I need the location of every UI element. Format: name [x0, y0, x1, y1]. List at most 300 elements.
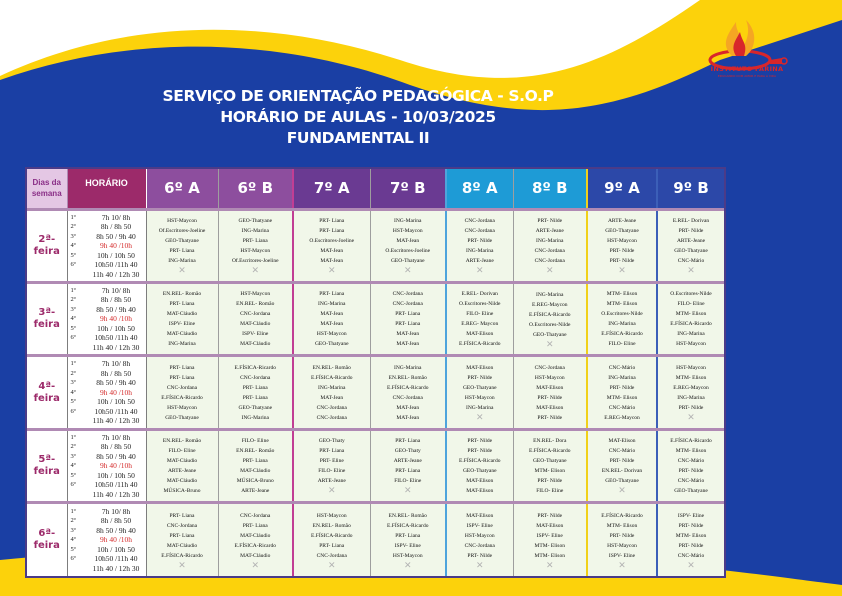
lesson-entry: HST-Maycon	[316, 331, 347, 338]
lesson-entry: E.FÍSICA-Ricardo	[311, 532, 353, 539]
empty-slot-icon: ✕	[178, 265, 186, 276]
empty-slot-icon: ✕	[327, 559, 336, 570]
time-header: HORÁRIO	[67, 169, 146, 209]
lesson-entry: O.Escritores-Joeline	[385, 248, 431, 255]
lesson-entry: EN.REL- Dora	[533, 437, 567, 444]
lesson-entry: PRT- Nilde	[678, 405, 704, 412]
time-slots	[67, 209, 146, 282]
lesson-entry: GEO-Thatyane	[674, 487, 708, 494]
lesson-entry: ARTE-Jeane	[465, 258, 494, 265]
period-ordinal: 2º	[70, 223, 76, 231]
lesson-entry: MAT-Elison	[466, 477, 494, 484]
lesson-cell	[657, 356, 724, 429]
lesson-entry: GEO-Thatyane	[165, 238, 199, 245]
period-time: 10h / 10h 50	[97, 397, 135, 407]
lesson-cell	[293, 356, 370, 429]
lesson-entry: HST-Maycon	[392, 552, 423, 559]
lesson-entry: MAT-Elison	[536, 522, 564, 529]
lesson-entry: MTM- Elison	[675, 375, 707, 382]
lesson-entry: CNC-Mário	[608, 448, 636, 455]
period-time: 10h50 /11h 40	[94, 480, 138, 490]
lesson-cell	[218, 429, 293, 502]
lesson-cell	[146, 356, 218, 429]
lesson-entry: GEO-Thatyane	[314, 341, 349, 348]
lesson-entry: CNC-Jordana	[166, 522, 198, 529]
lesson-entry: PRT- Liana	[242, 384, 268, 391]
class-header-8b: 8º B	[513, 169, 587, 209]
lesson-cell	[513, 503, 587, 576]
day-label: 5ª- feira	[27, 429, 67, 502]
period-time: 10h50 /11h 40	[94, 406, 138, 416]
period-time: 10h / 10h 50	[97, 250, 135, 260]
lesson-entry: MAT-Elison	[466, 487, 494, 494]
lesson-cell	[513, 429, 587, 502]
lesson-entry: ARTE-Jeane	[241, 487, 270, 494]
lesson-entry: ARTE-Jeane	[535, 228, 564, 235]
lesson-entry: O.Escritores-Nilde	[459, 301, 501, 308]
lesson-entry: MTM- Elison	[675, 447, 707, 454]
lesson-entry: MÚSICA-Bruno	[163, 487, 201, 494]
lesson-entry: MTM- Elison	[675, 532, 707, 539]
lesson-entry: ISPV- Eline	[394, 542, 421, 549]
lesson-cell	[370, 356, 446, 429]
day-row	[27, 209, 724, 282]
lesson-cell	[146, 429, 218, 502]
day-row	[27, 503, 724, 576]
lesson-entry: MTM- Elison	[675, 311, 707, 318]
lesson-entry: E.FÍSICA-Ricardo	[670, 437, 712, 444]
lesson-entry: PRT- Liana	[169, 248, 195, 255]
lesson-entry: MAT-Cláudio	[240, 532, 271, 539]
lesson-entry: PRT- Nilde	[678, 228, 704, 235]
empty-slot-icon: ✕	[178, 559, 186, 570]
period-time: 7h 10/ 8h	[101, 432, 131, 442]
lesson-cell	[657, 429, 724, 502]
period-time: 10h / 10h 50	[97, 470, 135, 480]
lesson-entry: PRT- Liana	[169, 364, 195, 371]
lesson-entry: E.REL- Dorivan	[672, 218, 710, 225]
lesson-entry: CNC-Jordana	[464, 218, 495, 225]
lesson-entry: MTM- Elison	[606, 291, 638, 298]
period-time: 10h / 10h 50	[97, 323, 135, 333]
empty-slot-icon: ✕	[545, 559, 554, 570]
lesson-cell	[218, 503, 293, 576]
lesson-entry: MAT-Jean	[320, 248, 344, 255]
lesson-entry: CNC-Jordana	[166, 384, 198, 391]
lesson-cell	[293, 429, 370, 502]
lesson-entry: HST-Maycon	[392, 228, 423, 235]
period-time: 8h / 8h 50	[100, 368, 132, 378]
lesson-entry: PRT- Liana	[319, 218, 345, 225]
lesson-entry: GEO-Thatyane	[238, 404, 273, 411]
lesson-entry: GEO-Thaty	[318, 438, 345, 445]
period-ordinal: 5º	[70, 471, 76, 479]
break-time: 9h 40 /10h	[99, 535, 133, 545]
lesson-entry: CNC-Mário	[677, 457, 705, 464]
lesson-entry: CNC-Mário	[608, 404, 636, 411]
period-ordinal: 2º	[70, 369, 76, 377]
period-time: 10h50 /11h 40	[94, 333, 138, 343]
lesson-entry: PRT- Liana	[319, 291, 345, 298]
lesson-entry: FILO- Eline	[466, 311, 494, 318]
period-time: 7h 10/ 8h	[101, 285, 131, 295]
lesson-cell	[513, 209, 587, 282]
day-label: 2ª- feira	[27, 209, 67, 282]
lesson-entry: ING-Marina	[608, 374, 636, 381]
lesson-entry: PRT- Liana	[395, 438, 421, 445]
lesson-entry: E.FÍSICA-Ricardo	[601, 331, 643, 338]
lesson-entry: PRT- Liana	[242, 522, 268, 529]
lesson-cell	[293, 503, 370, 576]
class-header-9b: 9º B	[657, 169, 724, 209]
lesson-entry: PRT- Nilde	[467, 375, 493, 382]
lesson-entry: MÚSICA-Bruno	[236, 477, 274, 484]
lesson-entry: ING-Marina	[318, 301, 346, 308]
lesson-entry: ARTE-Jeane	[607, 218, 637, 225]
day-row	[27, 429, 724, 502]
period-ordinal: 1º	[70, 360, 76, 368]
period-time: 8h 50 / 9h 40	[96, 378, 136, 388]
lesson-entry: PRT- Nilde	[467, 552, 493, 559]
lesson-entry: PRT- Nilde	[467, 238, 493, 245]
class-header-8a: 8º A	[446, 169, 513, 209]
lesson-entry: PRT- Nilde	[537, 394, 563, 401]
lesson-cell	[587, 503, 657, 576]
lesson-entry: HST-Maycon	[676, 365, 706, 372]
lesson-entry: FILO- Eline	[318, 468, 346, 475]
lesson-entry: ISPV- Eline	[466, 522, 493, 529]
period-time: 11h 40 / 12h 30	[92, 269, 140, 279]
lesson-entry: ING-Marina	[394, 364, 422, 371]
lesson-entry: Of.Escritores-Joeline	[158, 228, 206, 235]
lesson-entry: ING-Marina	[677, 331, 705, 338]
lesson-cell	[370, 429, 446, 502]
lesson-entry: HST-Maycon	[607, 542, 637, 549]
lesson-entry: E.FÍSICA-Ricardo	[601, 512, 643, 519]
lesson-entry: HST-Maycon	[240, 248, 271, 255]
period-times	[87, 433, 146, 500]
title-block	[130, 86, 586, 149]
lesson-entry: FILO- Eline	[677, 301, 705, 308]
period-time: 11h 40 / 12h 30	[92, 416, 140, 426]
lesson-entry: E.FÍSICA-Ricardo	[311, 374, 353, 381]
lesson-cell	[293, 209, 370, 282]
lesson-entry: MAT-Elison	[466, 365, 494, 372]
header-row	[27, 169, 724, 209]
day-row	[27, 283, 724, 356]
lesson-entry: ING-Marina	[241, 228, 269, 235]
lesson-entry: GEO-Thatyane	[532, 331, 567, 338]
time-slots	[67, 503, 146, 576]
lesson-entry: MAT-Elison	[466, 512, 494, 519]
period-times	[87, 213, 146, 280]
lesson-entry: PRT- Nilde	[467, 437, 493, 444]
lesson-entry: HST-Maycon	[534, 374, 565, 381]
period-time: 11h 40 / 12h 30	[92, 563, 140, 573]
lesson-entry: ING-Marina	[466, 248, 494, 255]
period-time: 10h / 10h 50	[97, 544, 135, 554]
lesson-entry: CNC-Jordana	[534, 258, 565, 265]
day-label: 3ª- feira	[27, 283, 67, 356]
period-ordinal: 2º	[70, 443, 76, 451]
period-ordinal: 3º	[70, 379, 76, 387]
period-times	[87, 286, 146, 353]
lesson-entry: O.Escritores-Nilde	[670, 291, 712, 298]
lesson-entry: PRT- Nilde	[537, 477, 563, 484]
lesson-entry: GEO-Thatyane	[165, 414, 199, 421]
lesson-entry: ING-Marina	[536, 238, 564, 245]
empty-slot-icon: ✕	[327, 485, 336, 496]
lesson-cell	[446, 429, 513, 502]
lesson-cell	[513, 283, 587, 356]
lesson-entry: MAT-Jean	[320, 394, 344, 401]
lesson-cell	[218, 209, 293, 282]
lesson-entry: GEO-Thatyane	[462, 385, 497, 392]
period-time: 10h50 /11h 40	[94, 260, 138, 270]
period-ordinal: 4º	[70, 388, 76, 396]
period-ordinal: 1º	[70, 507, 76, 515]
lesson-entry: E.REG- Maycon	[461, 321, 499, 328]
lesson-entry: GEO-Thatyane	[532, 457, 567, 464]
empty-slot-icon: ✕	[618, 485, 626, 496]
time-slots	[67, 356, 146, 429]
period-time: 8h 50 / 9h 40	[96, 304, 136, 314]
lesson-entry: O.Escritores-Joeline	[309, 238, 355, 245]
lesson-entry: E.FÍSICA-Ricardo	[161, 552, 203, 559]
lesson-entry: CNC-Jordana	[534, 364, 565, 371]
lesson-cell	[146, 283, 218, 356]
period-ordinal: 3º	[70, 452, 76, 460]
lesson-entry: CNC-Jordana	[392, 301, 423, 308]
lesson-entry: GEO-Thatyane	[605, 228, 639, 235]
lesson-entry: CNC-Jordana	[240, 374, 271, 381]
lesson-entry: PRT- Nilde	[537, 218, 563, 225]
lesson-entry: MAT-Elison	[536, 404, 564, 411]
lesson-entry: ISPV- Eline	[168, 321, 196, 328]
lesson-entry: PRT- Liana	[395, 311, 421, 318]
lesson-entry: PRT- Nilde	[678, 542, 704, 549]
lesson-cell	[446, 209, 513, 282]
lesson-entry: FILO- Eline	[536, 487, 564, 494]
lesson-cell	[587, 429, 657, 502]
empty-slot-icon: ✕	[251, 559, 260, 570]
lesson-entry: PRT- Liana	[169, 532, 195, 539]
empty-slot-icon: ✕	[618, 559, 626, 570]
lesson-entry: ING-Marina	[608, 321, 636, 328]
lesson-entry: EN.REL- Dorivan	[601, 468, 643, 475]
lesson-entry: PRT- Liana	[242, 457, 268, 464]
break-time: 9h 40 /10h	[99, 241, 133, 251]
lesson-entry: ARTE-Jeane	[676, 238, 706, 245]
lesson-entry: E.FÍSICA-Ricardo	[234, 364, 276, 371]
lesson-entry: EN.REL- Romão	[162, 291, 202, 298]
lesson-cell	[446, 503, 513, 576]
lesson-entry: ISPV- Eline	[536, 532, 563, 539]
lesson-entry: CNC-Jordana	[464, 542, 495, 549]
lesson-entry: HST-Maycon	[464, 532, 495, 539]
class-header-6a: 6º A	[146, 169, 218, 209]
lesson-entry: CNC-Mário	[677, 477, 705, 484]
lesson-entry: EN.REL- Romão	[388, 512, 427, 519]
lesson-entry: MAT-Jean	[320, 258, 344, 265]
lesson-cell	[370, 209, 446, 282]
lesson-entry: PRT- Liana	[319, 228, 345, 235]
lesson-entry: E.FÍSICA-Ricardo	[387, 522, 429, 529]
lesson-entry: PRT- Nilde	[537, 512, 563, 519]
lesson-entry: PRT- Liana	[169, 301, 195, 308]
period-ordinal: 6º	[70, 334, 76, 342]
lesson-cell	[446, 283, 513, 356]
period-ordinal: 4º	[70, 315, 76, 323]
day-label: 4ª- feira	[27, 356, 67, 429]
lesson-entry: E.FÍSICA-Ricardo	[459, 457, 501, 464]
lesson-entry: MAT-Jean	[396, 331, 420, 338]
empty-slot-icon: ✕	[403, 485, 412, 496]
empty-slot-icon: ✕	[251, 265, 260, 276]
period-time: 10h50 /11h 40	[94, 554, 138, 564]
lesson-entry: ARTE-Jeane	[167, 467, 197, 474]
day-label: 6ª- feira	[27, 503, 67, 576]
lesson-entry: EN.REL- Romão	[162, 437, 202, 444]
empty-slot-icon: ✕	[687, 559, 695, 570]
period-ordinal: 4º	[70, 242, 76, 250]
period-ordinal: 2º	[70, 517, 76, 525]
period-time: 8h 50 / 9h 40	[96, 231, 136, 241]
period-ordinals	[68, 286, 87, 353]
lesson-entry: ING-Marina	[318, 384, 346, 391]
lesson-entry: EN.REL- Romão	[312, 364, 351, 371]
break-time: 9h 40 /10h	[99, 387, 133, 397]
lesson-entry: CNC-Jordana	[316, 414, 347, 421]
lesson-entry: O.Escritores-Nilde	[601, 311, 643, 318]
period-time: 8h 50 / 9h 40	[96, 451, 136, 461]
period-time: 8h / 8h 50	[100, 442, 132, 452]
empty-slot-icon: ✕	[618, 265, 626, 276]
lesson-entry: MAT-Jean	[396, 404, 420, 411]
lesson-entry: E.FÍSICA-Ricardo	[387, 384, 429, 391]
lesson-cell	[218, 283, 293, 356]
empty-slot-icon: ✕	[475, 559, 484, 570]
lesson-entry: EN.REL- Romão	[388, 374, 427, 381]
period-times	[87, 507, 146, 574]
period-ordinal: 4º	[70, 462, 76, 470]
lesson-entry: E.REG-Maycon	[673, 385, 709, 392]
class-header-6b: 6º B	[218, 169, 293, 209]
lesson-entry: PRT- Liana	[395, 321, 421, 328]
period-ordinals	[68, 359, 87, 426]
lesson-entry: CNC-Jordana	[534, 248, 565, 255]
lesson-entry: E.FÍSICA-Ricardo	[161, 394, 203, 401]
lesson-entry: ING-Marina	[466, 405, 494, 412]
day-row	[27, 356, 724, 429]
empty-slot-icon: ✕	[403, 265, 412, 276]
lesson-entry: Of.Escritores-Joeline	[231, 258, 279, 265]
period-time: 11h 40 / 12h 30	[92, 342, 140, 352]
lesson-entry: E.REG-Maycon	[604, 414, 640, 421]
lesson-entry: HST-Maycon	[676, 341, 706, 348]
period-ordinal: 3º	[70, 526, 76, 534]
lesson-entry: PRT- Liana	[242, 238, 268, 245]
lesson-entry: E.FÍSICA-Ricardo	[670, 321, 712, 328]
period-ordinal: 5º	[70, 545, 76, 553]
period-time: 7h 10/ 8h	[101, 506, 131, 516]
lesson-entry: PRT- Liana	[395, 532, 421, 539]
lesson-entry: ISPV- Eline	[242, 331, 269, 338]
empty-slot-icon: ✕	[545, 338, 554, 349]
lesson-entry: PRT- Nilde	[609, 248, 635, 255]
title-line-3: FUNDAMENTAL II	[286, 129, 430, 147]
lesson-entry: CNC-Jordana	[240, 311, 271, 318]
lesson-entry: ING-Marina	[394, 218, 422, 225]
lesson-entry: MAT-Cláudio	[240, 341, 271, 348]
period-ordinal: 6º	[70, 481, 76, 489]
lesson-entry: MAT-Jean	[396, 341, 420, 348]
period-ordinals	[68, 213, 87, 280]
empty-slot-icon: ✕	[475, 265, 484, 276]
period-ordinal: 6º	[70, 407, 76, 415]
time-slots	[67, 429, 146, 502]
lesson-entry: E.REL- Dorivan	[461, 291, 498, 298]
schedule-table	[25, 167, 726, 578]
lesson-cell	[587, 283, 657, 356]
time-slots	[67, 283, 146, 356]
lesson-entry: ING-Marina	[677, 395, 705, 402]
day-header: Dias da semana	[27, 169, 67, 209]
lesson-entry: MTM- Elison	[606, 301, 638, 308]
lesson-entry: CNC-Jordana	[392, 394, 423, 401]
period-ordinal: 1º	[70, 213, 76, 221]
lesson-entry: GEO-Thatyane	[605, 478, 639, 485]
lesson-entry: ISPV- Eline	[677, 512, 705, 519]
logo-text	[692, 65, 802, 78]
lesson-cell	[513, 356, 587, 429]
lesson-entry: GEO-Thatyane	[390, 258, 425, 265]
lesson-entry: EN.REL- Romão	[312, 522, 351, 529]
lesson-entry: ING-Marina	[536, 291, 564, 298]
logo-slogan: EDUCANDO COM AMOR E PARA A VIDA	[717, 74, 777, 78]
lesson-entry: MTM- Elison	[606, 522, 638, 529]
period-ordinal: 3º	[70, 232, 76, 240]
empty-slot-icon: ✕	[687, 265, 695, 276]
empty-slot-icon: ✕	[403, 559, 412, 570]
lesson-cell	[657, 283, 724, 356]
lesson-cell	[657, 503, 724, 576]
lesson-entry: MTM- Elison	[606, 394, 638, 401]
class-header-7b: 7º B	[370, 169, 446, 209]
lesson-entry: PRT- Nilde	[537, 414, 563, 421]
title-line-1: SERVIÇO DE ORIENTAÇÃO PEDAGÓGICA - S.O.P	[162, 87, 554, 105]
empty-slot-icon: ✕	[327, 265, 336, 276]
lesson-entry: ING-Marina	[168, 341, 196, 348]
lesson-entry: PRT- Nilde	[609, 532, 635, 539]
lesson-entry: MAT-Elison	[536, 384, 564, 391]
title-line-2: HORÁRIO DE AULAS - 10/03/2025	[220, 108, 496, 126]
lesson-cell	[657, 209, 724, 282]
break-time: 9h 40 /10h	[99, 314, 133, 324]
period-time: 7h 10/ 8h	[101, 212, 131, 222]
lesson-cell	[293, 283, 370, 356]
lesson-entry: MAT-Cláudio	[240, 467, 271, 474]
class-header-9a: 9º A	[587, 169, 657, 209]
lesson-entry: PRT- Nilde	[609, 258, 635, 265]
lesson-entry: FILO- Eline	[608, 341, 636, 348]
lesson-entry: MAT-Elison	[466, 331, 494, 338]
lesson-entry: MAT-Cláudio	[166, 311, 198, 318]
lesson-entry: ING-Marina	[241, 414, 269, 421]
lesson-cell	[587, 209, 657, 282]
lesson-entry: EN.REL- Romão	[236, 447, 275, 454]
lesson-entry: HST-Maycon	[607, 238, 637, 245]
